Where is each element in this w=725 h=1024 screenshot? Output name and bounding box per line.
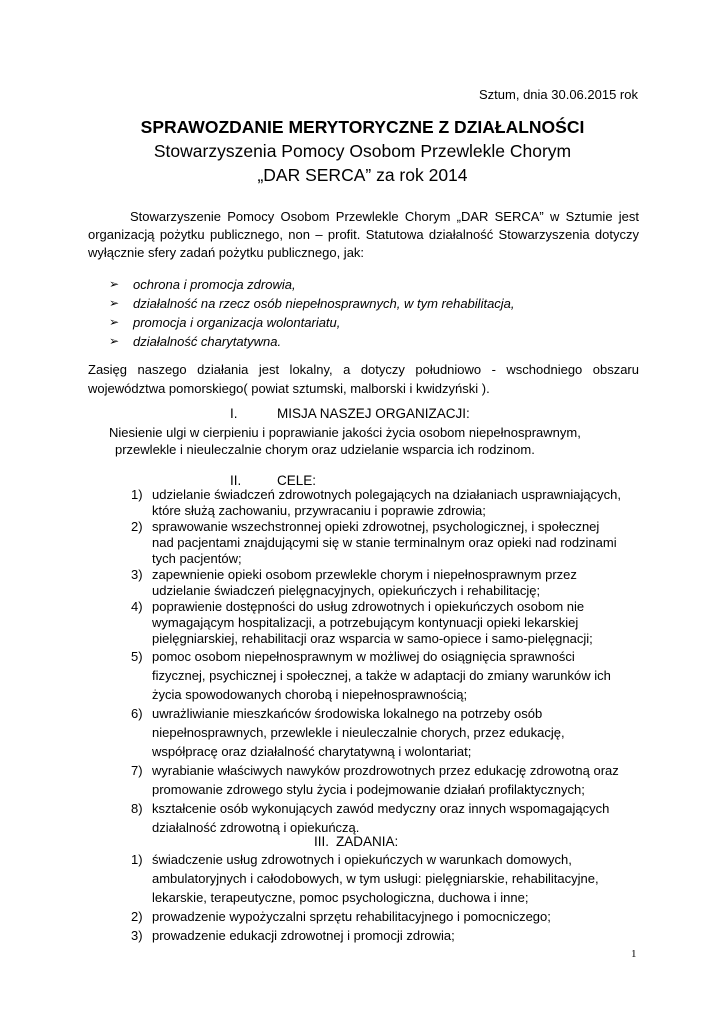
section-heading-mission [230, 405, 470, 423]
list-item: 6) uwrażliwianie mieszkańców środowiska lokalnego na potrzeby osób niepełnosprawnych, przewlekle i nieuleczalnie chorych, przez edukację, współpracę oraz działalność charytatywną i wolontariat; [131, 706, 565, 759]
mission-line: przewlekle i nieuleczalnie chorym oraz udzielanie wsparcia ich rodzinom. [115, 442, 535, 457]
section-heading-tasks [314, 833, 398, 851]
section-number: I. [230, 406, 238, 421]
list-item: 1) świadczenie usług zdrowotnych i opiekuńczych w warunkach domowych, ambulatoryjnych i całodobowych, w tym usługi: pielęgniarskie, rehabilitacyjne, lekarskie, terapeutyczne, pomoc psychologiczna, duchowa i inne; [131, 852, 599, 905]
mission-text [109, 424, 629, 458]
arrow-bullet-icon: ➢ [109, 277, 120, 291]
document-title [0, 115, 725, 187]
intro-paragraph [88, 208, 639, 262]
arrow-bullet-icon: ➢ [109, 334, 120, 348]
tasks-list [110, 850, 640, 945]
list-item: 3) prowadzenie edukacji zdrowotnej i promocji zdrowia; [131, 928, 455, 943]
title-organization: Stowarzyszenia Pomocy Osobom Przewlekle Chorym [153, 141, 572, 161]
section-title: CELE: [277, 473, 317, 488]
list-item: ➢ ochrona i promocja zdrowia, [109, 277, 296, 292]
title-year: „DAR SERCA” za rok 2014 [257, 165, 468, 185]
goals-list [110, 487, 640, 837]
list-item: 5) pomoc osobom niepełnosprawnym w możliwej do osiągnięcia sprawności fizycznej, psychicznej i społecznej, a także w adaptacji do zmiany warunków ich życia spowodowanych chorobą i niepełnosprawnością; [131, 649, 611, 702]
mission-line: Niesienie ulgi w cierpieniu i poprawianie jakości życia osobom niepełnosprawnym, [109, 425, 581, 440]
list-item: 2) prowadzenie wypożyczalni sprzętu rehabilitacyjnego i pomocniczego; [131, 909, 551, 924]
section-number: III. [314, 834, 330, 849]
arrow-bullet-icon: ➢ [109, 296, 120, 310]
list-item: ➢ działalność charytatywna. [109, 334, 282, 349]
title-main: SPRAWOZDANIE MERYTORYCZNE Z DZIAŁALNOŚCI [140, 117, 585, 137]
document-date: Sztum, dnia 30.06.2015 rok [479, 87, 638, 102]
list-item: 1) udzielanie świadczeń zdrowotnych polegających na działaniach usprawniających, które służą zachowaniu, przywracaniu i poprawie zdrowia; [131, 487, 621, 518]
list-item: 7) wyrabianie właściwych nawyków prozdrowotnych przez edukację zdrowotną oraz promowanie zdrowego stylu życia i podejmowanie działań profilaktycznych; [131, 763, 619, 797]
section-title: MISJA NASZEJ ORGANIZACJI: [277, 406, 470, 421]
list-item: ➢ działalność na rzecz osób niepełnosprawnych, w tym rehabilitacja, [109, 296, 515, 311]
list-item: ➢ promocja i organizacja wolontariatu, [109, 315, 341, 330]
list-item: 3) zapewnienie opieki osobom przewlekle chorym i niepełnosprawnym przez udzielanie świadczeń pielęgnacyjnych, opiekuńczych i rehabilitację; [131, 567, 577, 598]
activity-list [109, 275, 515, 351]
intro-text: Stowarzyszenie Pomocy Osobom Przewlekle Chorym „DAR SERCA” w Sztumie jest organizacją pożytku publicznego, non – profit. Statutowa działalność Stowarzyszenia dotyczy wyłącznie sfery zadań pożytku publicznego, jak: [88, 209, 639, 260]
list-item: 2) sprawowanie wszechstronnej opieki zdrowotnej, psychologicznej, i społecznej nad pacjentami znajdującymi się w stanie terminalnym oraz opieki nad rodzinami tych pacjentów; [131, 519, 617, 566]
section-number: II. [230, 473, 242, 488]
section-title: ZADANIA: [336, 834, 399, 849]
list-item: 4) poprawienie dostępności do usług zdrowotnych i opiekuńczych osobom nie wymagającym hospitalizacji, a potrzebującym kontynuacji opieki lekarskiej pielęgniarskiej, rehabilitacji oraz wsparcia w samo-opiece i samo-pielęgnacji; [131, 599, 593, 646]
page-number: 1 [631, 948, 637, 960]
arrow-bullet-icon: ➢ [109, 315, 120, 329]
list-item: 8) kształcenie osób wykonujących zawód medyczny oraz innych wspomagających działalność zdrowotną i opiekuńczą. [131, 801, 610, 835]
range-paragraph: Zasięg naszego działania jest lokalny, a dotyczy południowo - wschodniego obszaru województwa pomorskiego( powiat sztumski, malborski i kwidzyński ). [88, 362, 639, 396]
